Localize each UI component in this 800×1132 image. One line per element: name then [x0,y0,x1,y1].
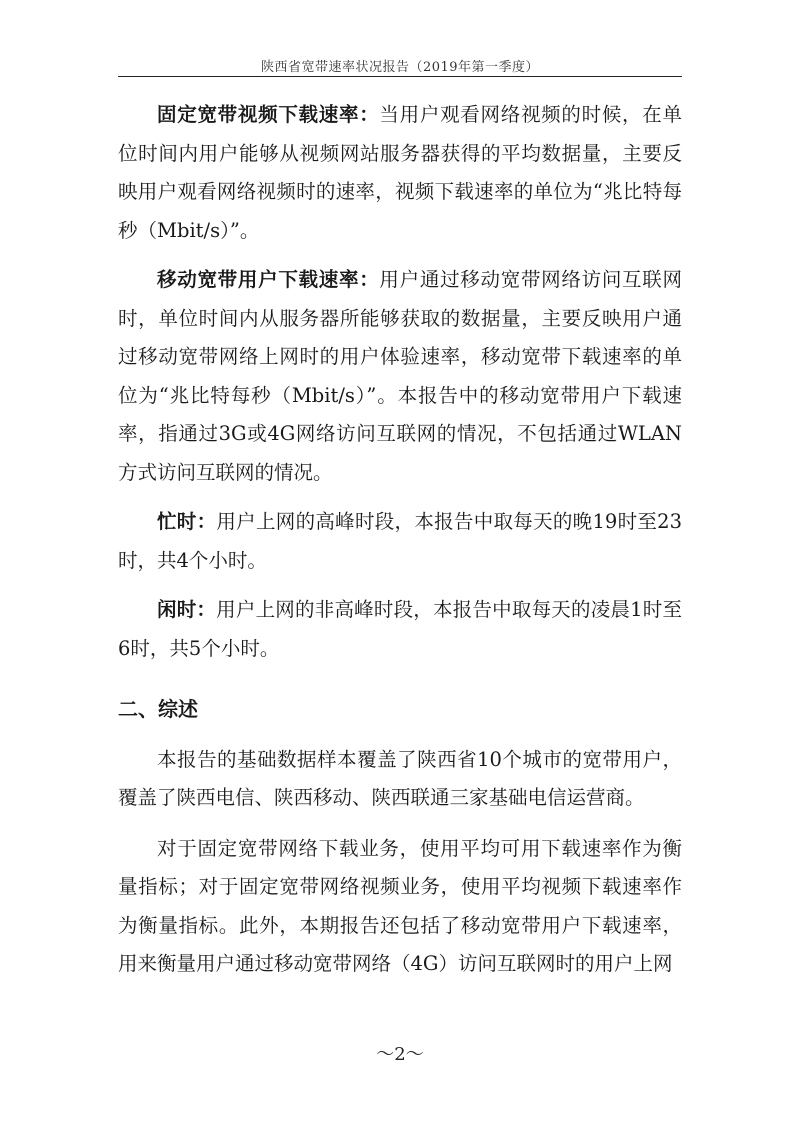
definition-text: 用户通过移动宽带网络访问互联网时，单位时间内从服务器所能够获取的数据量，主要反映用户通过移动宽带网络上网时的用户体验速率，移动宽带下载速率的单位为“兆比特每秒（Mbit/s）”。本报告中的移动宽带用户下载速率，指通过3G或4G网络访问互联网的情况，不包括通过WLAN方式访问互联网的情况。 [118,268,682,484]
definition-text: 用户上网的高峰时段，本报告中取每天的晚19时至23时，共4个小时。 [118,510,682,572]
header-rule [118,76,682,77]
running-header: 陕西省宽带速率状况报告（2019年第一季度） [260,60,540,75]
definition-term: 闲时： [157,598,217,621]
definition-idle-hours [118,591,682,668]
body-paragraph: 对于固定宽带网络下载业务，使用平均可用下载速率作为衡量指标；对于固定宽带网络视频业务，使用平均视频下载速率作为衡量指标。此外，本期报告还包括了移动宽带用户下载速率，用来衡量用户通过移动宽带网络（4G）访问互联网时的用户上网 [118,836,682,975]
body-paragraph: 本报告的基础数据样本覆盖了陕西省10个城市的宽带用户，覆盖了陕西电信、陕西移动、陕西联通三家基础电信运营商。 [118,747,682,809]
definition-busy-hours [118,503,682,580]
definition-term: 固定宽带视频下载速率： [157,103,380,126]
page-body [118,96,682,984]
definition-term: 移动宽带用户下载速率： [157,268,380,291]
definition-text: 当用户观看网络视频的时候，在单位时间内用户能够从视频网站服务器获得的平均数据量，主要反映用户观看网络视频时的速率，视频下载速率的单位为“兆比特每秒（Mbit/s）”。 [118,103,682,242]
definition-mobile-download-rate [118,261,682,492]
definition-video-download-rate [118,96,682,250]
page-number: ～2～ [376,1044,424,1065]
definition-term: 忙时： [157,510,217,533]
section-title: 二、综述 [118,697,198,721]
definition-text: 用户上网的非高峰时段，本报告中取每天的凌晨1时至6时，共5个小时。 [118,598,682,660]
